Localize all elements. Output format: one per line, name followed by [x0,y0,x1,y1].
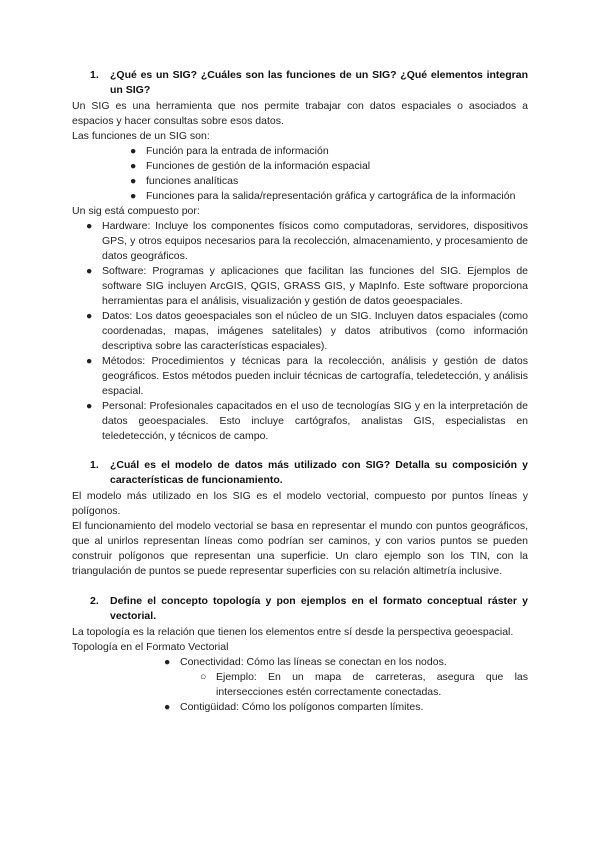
bullet-icon: ● [164,656,171,668]
paragraph: Un sig está compuesto por: [72,205,200,217]
paragraph: El modelo más utilizado en los SIG es el modelo vectorial, compuesto por puntos líneas y polígonos. [72,490,528,517]
list-item: ● Funciones para la salida/representación gráfica y cartográfica de la información [130,190,516,202]
topology-sublist [72,670,528,700]
question-text: ¿Qué es un SIG? ¿Cuáles son las funciones de un SIG? ¿Qué elementos integran un SIG? [110,69,528,96]
paragraph: El funcionamiento del modelo vectorial se basa en representar el mundo con puntos geográficos, que al unirlos representan líneas como podrían ser caminos, y con varios puntos se pueden construir polígonos que representan una superficie. Un claro ejemplo son los TIN, con la triangulación de puntos se puede representar superficies con su relación altimetría inclusive. [72,520,528,577]
components-list [72,219,528,444]
question-text: Define el concepto topología y pon ejemplos en el formato conceptual ráster y vectorial. [110,595,528,622]
bullet-icon: ● [164,701,171,713]
bullet-icon: ● [130,160,137,172]
list-item: ● Funciones de gestión de la información espacial [130,160,371,172]
paragraph: La topología es la relación que tienen los elementos entre sí desde la perspectiva geoespacial. [72,626,514,638]
hollow-bullet-icon: ○ [200,671,207,683]
document-page [72,68,528,715]
bullet-icon: ● [86,355,93,367]
question-1-heading [72,68,528,98]
list-item: ● Función para la entrada de información [130,145,329,157]
topology-list [72,700,528,715]
subheading: Topología en el Formato Vectorial [72,641,229,653]
bullet-icon: ● [130,190,137,202]
question-number: 2. [90,595,99,607]
paragraph: Un SIG es una herramienta que nos permite trabajar con datos espaciales o asociados a espacios y hacer consultas sobre esos datos. [72,100,528,127]
list-item: ● Datos: Los datos geoespaciales son el núcleo de un SIG. Incluyen datos espaciales (como coordenadas, mapas, imágenes satelitales) y datos atributivos (como información descriptiva sobre las características espaciales). [86,310,528,352]
paragraph: Las funciones de un SIG son: [72,130,210,142]
bullet-icon: ● [130,145,137,157]
bullet-icon: ● [86,310,93,322]
question-3-heading [72,594,528,624]
bullet-icon: ● [130,175,137,187]
bullet-icon: ● [86,220,93,232]
question-number: 1. [90,459,99,471]
list-item: ● Conectividad: Cómo las líneas se conectan en los nodos. [164,656,447,668]
list-item: ● funciones analíticas [130,175,239,187]
list-item: ● Software: Programas y aplicaciones que facilitan las funciones del SIG. Ejemplos de software SIG incluyen ArcGIS, QGIS, GRASS GIS, y MapInfo. Este software proporciona herramientas para el análisis, visualización y gestión de datos geoespaciales. [86,265,528,307]
list-item: ○ Ejemplo: En un mapa de carreteras, asegura que las intersecciones estén correctamente conectadas. [200,671,528,698]
list-item: ● Personal: Profesionales capacitados en el uso de tecnologías SIG y en la interpretación de datos geoespaciales. Esto incluye cartógrafos, analistas GIS, especialistas en teledetección, y técnicos de campo. [86,400,528,442]
topology-list [72,655,528,670]
list-item: ● Contigüidad: Cómo los polígonos comparten límites. [164,701,424,713]
list-item: ● Métodos: Procedimientos y técnicas para la recolección, análisis y gestión de datos geográficos. Estos métodos pueden incluir técnicas de cartografía, teledetección, y análisis espacial. [86,355,528,397]
question-2-heading [72,458,528,488]
list-item: ● Hardware: Incluye los componentes físicos como computadoras, servidores, dispositivos GPS, y otros equipos necesarios para la recolección, almacenamiento, y procesamiento de datos geográficos. [86,220,528,262]
question-text: ¿Cuál es el modelo de datos más utilizado con SIG? Detalla su composición y características de funcionamiento. [110,459,528,486]
bullet-icon: ● [86,400,93,412]
functions-list [72,144,528,204]
question-number: 1. [90,69,99,81]
bullet-icon: ● [86,265,93,277]
